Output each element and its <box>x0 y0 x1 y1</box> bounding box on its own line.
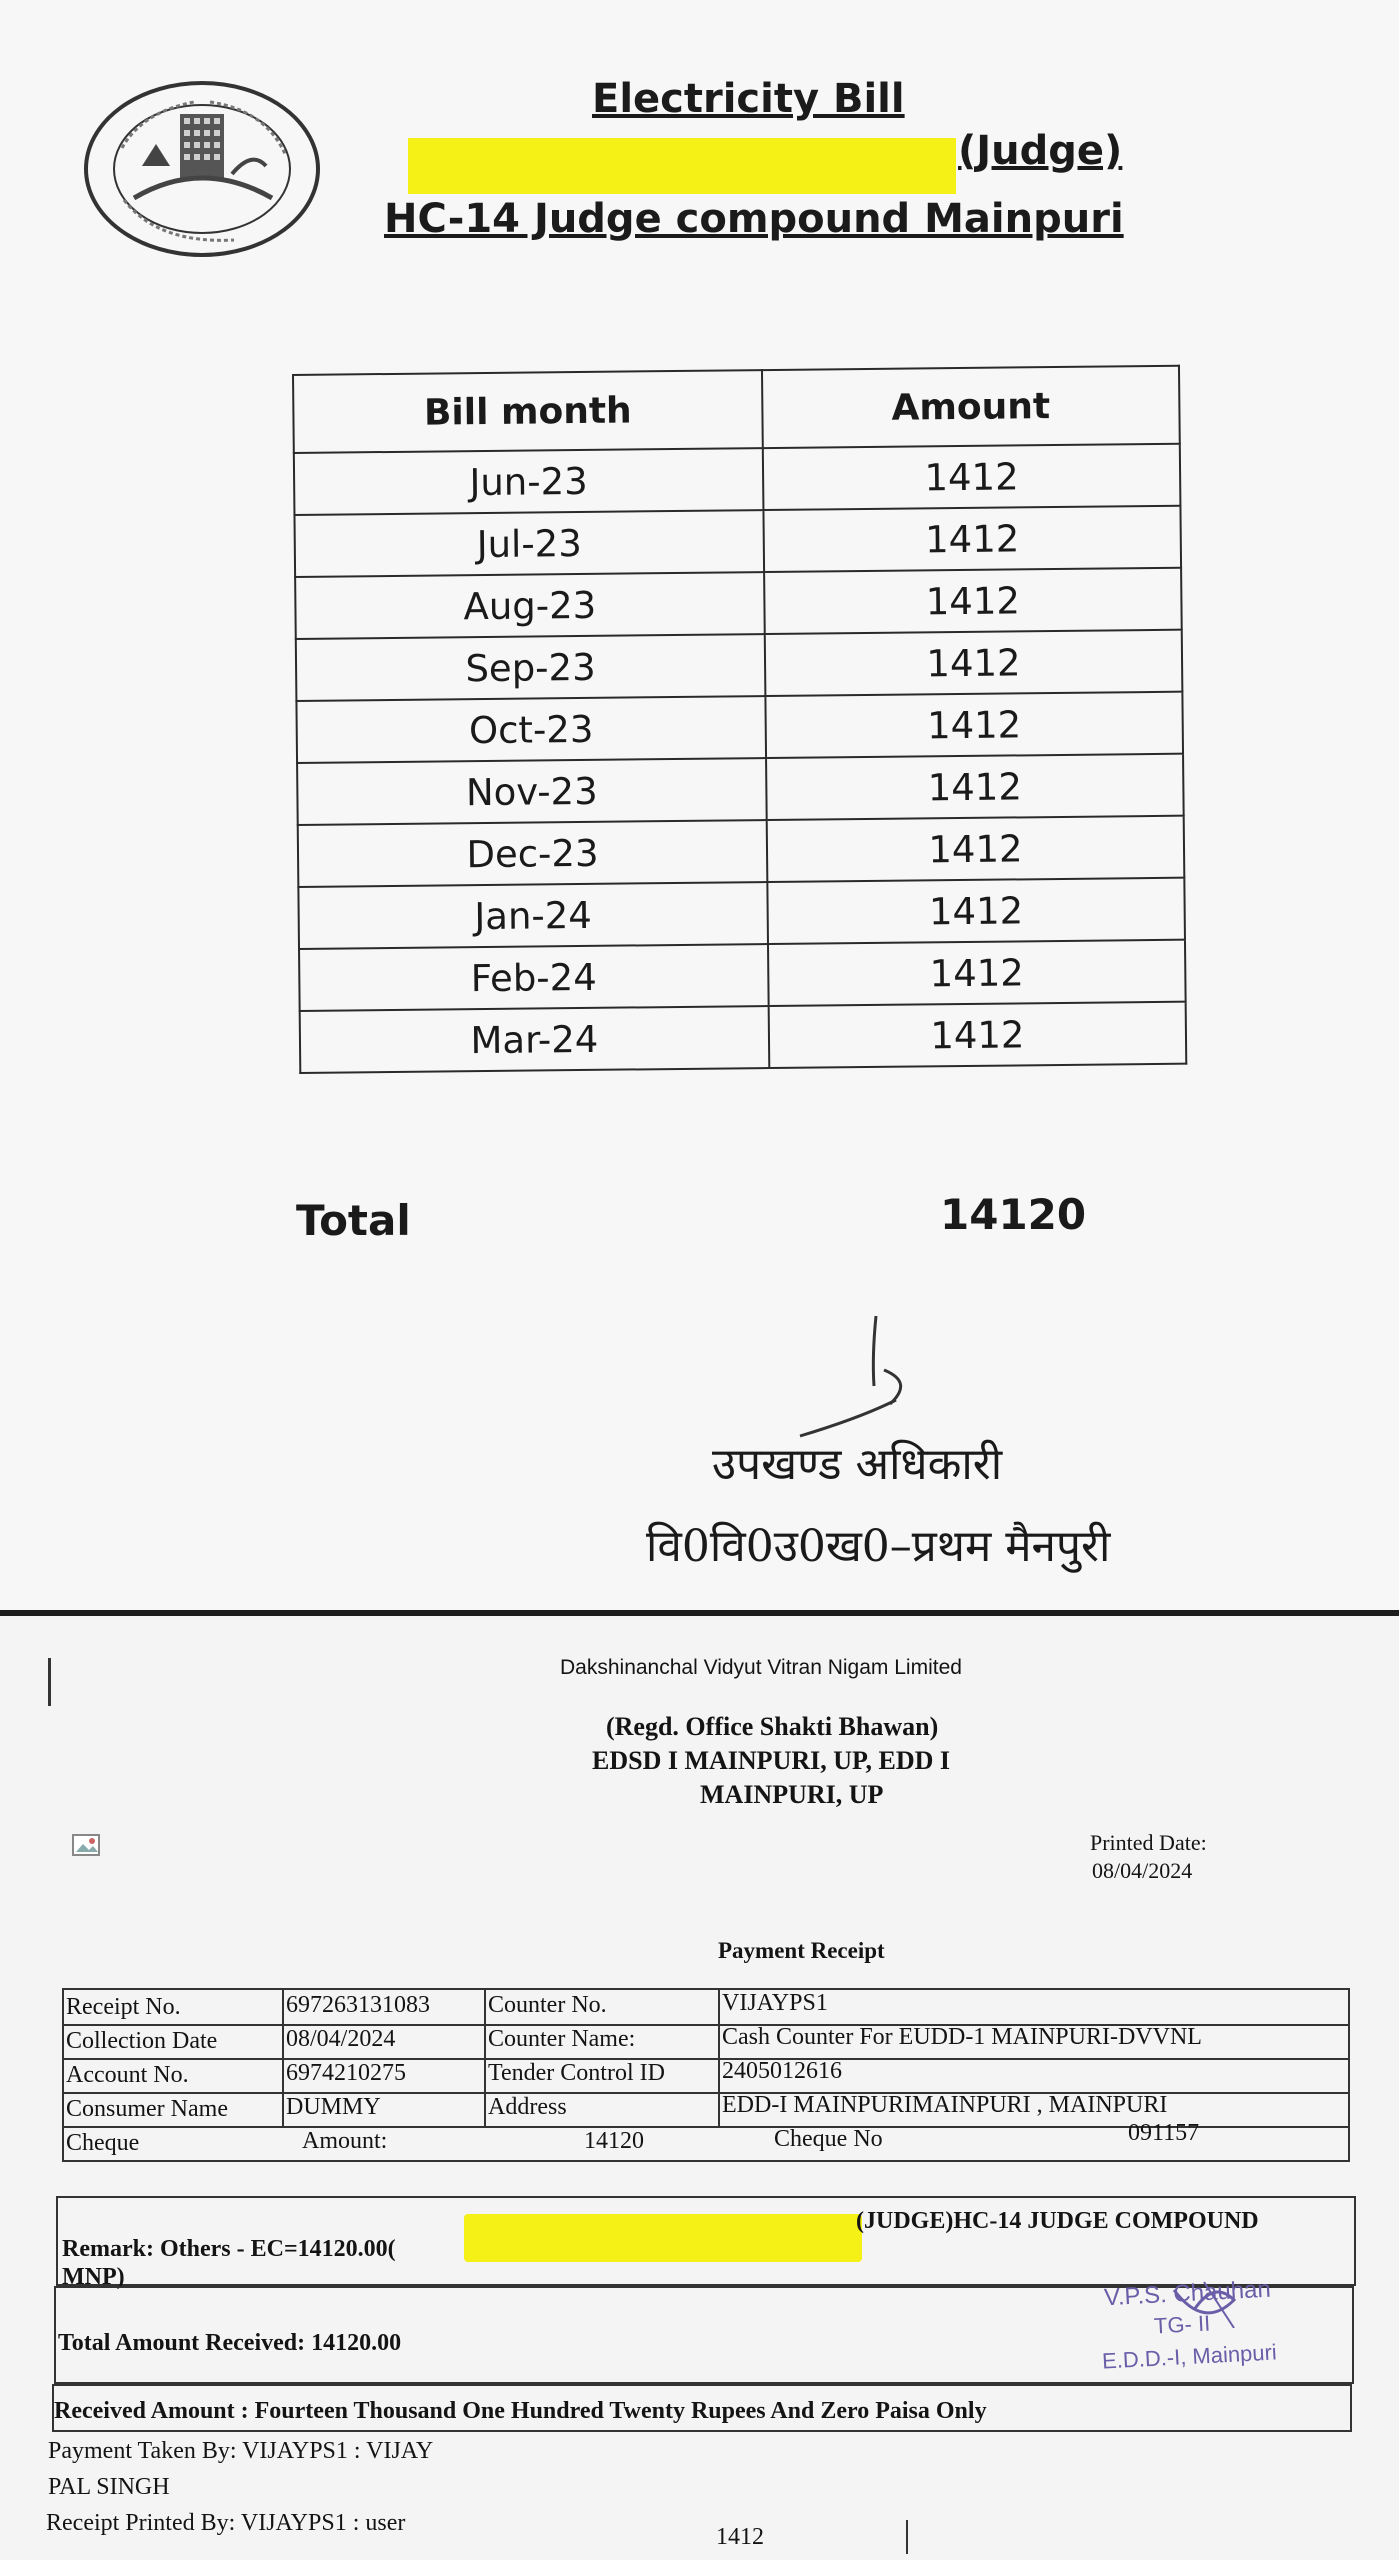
amount: 14120 <box>584 2128 644 2154</box>
stamp-officer-name: V.P.S. Chauhan <box>1103 2275 1272 2312</box>
bill-month: Sep-23 <box>296 634 765 701</box>
bill-month: Feb-24 <box>299 944 768 1011</box>
total-amount-received: Total Amount Received: 14120.00 <box>58 2330 402 2356</box>
table-row <box>299 940 1186 1011</box>
account-no: 6974210275 <box>286 2060 406 2086</box>
month-header: Bill month <box>293 370 763 453</box>
receipt-no-label: Receipt No. <box>66 1994 181 2020</box>
bill-amount: 1412 <box>763 506 1181 572</box>
bill-month: Mar-24 <box>300 1006 769 1073</box>
division-line-2: MAINPURI, UP <box>700 1780 884 1809</box>
bill-amount: 1412 <box>765 692 1183 758</box>
total-value: 14120 <box>940 1190 1087 1239</box>
counter-name: Cash Counter For EUDD-1 MAINPURI-DVVNL <box>722 2024 1202 2050</box>
payment-taken-name: PAL SINGH <box>48 2474 170 2500</box>
bill-amount: 1412 <box>765 630 1183 696</box>
amount-label: Amount: <box>302 2128 388 2154</box>
bill-month: Oct-23 <box>296 696 765 763</box>
payment-receipt-document <box>0 1616 1399 2560</box>
regd-office: (Regd. Office Shakti Bhawan) <box>606 1712 939 1741</box>
org-name: Dakshinanchal Vidyut Vitran Nigam Limited <box>560 1656 962 1679</box>
table-row <box>300 1002 1187 1073</box>
dvvnl-logo <box>82 78 322 260</box>
table-row <box>294 444 1181 515</box>
bill-amount: 1412 <box>766 754 1184 820</box>
total-label: Total <box>296 1196 411 1245</box>
bill-month: Jan-24 <box>298 882 767 949</box>
cheque-no-label: Cheque No <box>774 2126 883 2152</box>
printed-date: 08/04/2024 <box>1092 1858 1193 1883</box>
cheque-no: 091157 <box>1128 2120 1200 2146</box>
address: EDD-I MAINPURIMAINPURI , MAINPURI <box>722 2092 1168 2118</box>
broken-image-icon <box>72 1834 102 1858</box>
table-row <box>296 630 1183 701</box>
counter-no: VIJAYPS1 <box>722 1990 828 2016</box>
bill-amount: 1412 <box>769 1002 1187 1068</box>
counter-no-label: Counter No. <box>488 1992 607 2018</box>
table-header-row <box>293 366 1180 453</box>
bill-amount: 1412 <box>764 568 1182 634</box>
consumer-name-label: Consumer Name <box>66 2096 228 2122</box>
account-no-label: Account No. <box>66 2062 189 2088</box>
receipt-printed-by: Receipt Printed By: VIJAYPS1 : user <box>46 2510 406 2536</box>
bill-month: Dec-23 <box>298 820 767 887</box>
bill-table <box>292 365 1187 1074</box>
received-amount-words: Received Amount : Fourteen Thousand One Hundred Twenty Rupees And Zero Paisa Only <box>54 2398 987 2424</box>
collection-date: 08/04/2024 <box>286 2026 396 2052</box>
remark-text-end: (JUDGE)HC-14 JUDGE COMPOUND <box>856 2208 1259 2234</box>
bill-amount: 1412 <box>768 940 1186 1006</box>
table-row <box>298 816 1185 887</box>
amount-header: Amount <box>762 366 1180 448</box>
address-label: Address <box>488 2094 567 2120</box>
bill-month: Nov-23 <box>297 758 766 825</box>
bill-amount: 1412 <box>767 878 1185 944</box>
scan-edge-mark <box>48 1658 51 1706</box>
tender-control-label: Tender Control ID <box>488 2060 665 2086</box>
bill-amount: 1412 <box>767 816 1185 882</box>
office-designation: उपखण्ड अधिकारी <box>712 1439 1003 1490</box>
table-row <box>295 568 1182 639</box>
cheque-label: Cheque <box>66 2130 140 2156</box>
tender-control-id: 2405012616 <box>722 2058 842 2084</box>
collection-date-label: Collection Date <box>66 2028 218 2054</box>
consumer-name: DUMMY <box>286 2094 381 2120</box>
bill-month: Aug-23 <box>295 572 764 639</box>
redaction-mark <box>464 2214 862 2262</box>
bill-month: Jun-23 <box>294 448 763 515</box>
redaction-mark <box>408 138 956 194</box>
office-location: वि0वि0उ0ख0–प्रथम मैनपुरी <box>646 1521 1111 1572</box>
stamp-grade: TG- II <box>1153 2310 1211 2339</box>
table-row <box>298 878 1185 949</box>
bill-amount: 1412 <box>763 444 1181 510</box>
receipt-no: 697263131083 <box>286 1992 430 2018</box>
bill-month: Jul-23 <box>294 510 763 577</box>
printed-date-label: Printed Date: <box>1090 1830 1207 1855</box>
table-row <box>294 506 1181 577</box>
table-row <box>297 754 1184 825</box>
receipt-heading: Payment Receipt <box>718 1938 885 1963</box>
remark-text: Remark: Others - EC=14120.00( <box>62 2236 396 2262</box>
bill-title: Electricity Bill <box>592 76 905 122</box>
receipt-details-grid <box>62 1988 1350 2200</box>
stamp-office: E.D.D.-I, Mainpuri <box>1101 2339 1278 2374</box>
division-line: EDSD I MAINPURI, UP, EDD I <box>592 1746 951 1775</box>
scan-mark <box>906 2520 908 2554</box>
payment-taken-by: Payment Taken By: VIJAYPS1 : VIJAY <box>48 2438 434 2464</box>
compound-title: HC-14 Judge compound Mainpuri <box>384 196 1124 242</box>
judge-suffix: (Judge) <box>958 128 1123 174</box>
remark-text-line-2: MNP) <box>62 2264 125 2290</box>
bottom-value: 1412 <box>716 2524 764 2550</box>
table-row <box>296 692 1183 763</box>
counter-name-label: Counter Name: <box>488 2026 636 2052</box>
